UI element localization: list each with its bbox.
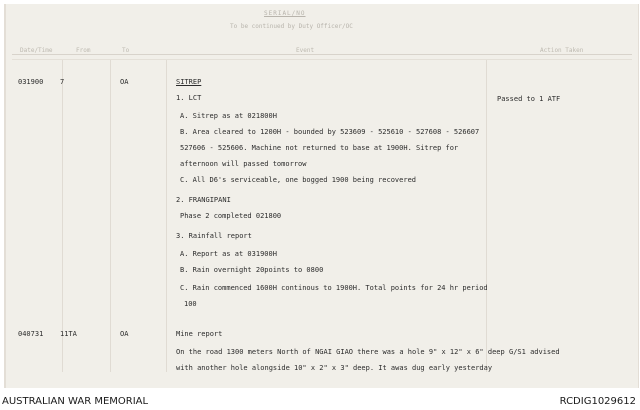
column-header-from: From — [76, 47, 91, 54]
entry-line: afternoon will passed tomorrow — [180, 160, 307, 168]
column-header-to: To — [122, 47, 130, 54]
entry-line: with another hole alongside 10" x 2" x 3" deep. It awas dug early yesterday — [176, 364, 493, 372]
entry-datetime: 031900 — [18, 78, 44, 86]
entry-from: 7 — [60, 78, 65, 86]
column-header-datetime: Date/Time — [20, 47, 53, 54]
page-subheading: To be continued by Duty Officer/OC — [230, 23, 353, 30]
entry-line: 3. Rainfall report — [176, 232, 252, 240]
entry-line: A. Report as at 031900H — [180, 250, 277, 258]
archive-footer — [0, 392, 640, 410]
column-header-action: Action Taken — [540, 47, 584, 54]
entry-to: OA — [120, 330, 129, 338]
entry-line: 2. FRANGIPANI — [176, 196, 231, 204]
entry-line: 527606 - 525606. Machine not returned to base at 1900H. Sitrep for — [180, 144, 459, 152]
document-page — [4, 4, 639, 388]
archive-reference: RCDIG1029612 — [559, 396, 636, 407]
entry-from: 11TA — [60, 330, 77, 338]
entry-line: 1. LCT — [176, 94, 202, 102]
entry-line: C. All D6's serviceable, one bogged 1900 being recovered — [180, 176, 417, 184]
column-header-event: Event — [296, 47, 315, 54]
entry-line: Mine report — [176, 330, 223, 338]
entry-line: 100 — [184, 300, 197, 308]
entry-line: On the road 1300 meters North of NGAI GIAO there was a hole 9" x 12" x 6" deep — [176, 348, 505, 356]
entry-line: B. Area cleared to 1200H - bounded by 523609 - 525610 - 527608 - 526607 — [180, 128, 480, 136]
entry-action: Passed to 1 ATF — [497, 95, 561, 103]
column-divider — [110, 60, 111, 372]
entry-line: SITREP — [176, 78, 202, 86]
header-rule — [12, 54, 632, 55]
archive-name: AUSTRALIAN WAR MEMORIAL — [2, 396, 149, 407]
entry-action: G/S1 advised — [509, 348, 560, 356]
entry-line: B. Rain overnight 20points to 0800 — [180, 266, 324, 274]
entry-to: OA — [120, 78, 129, 86]
header-rule-lower — [12, 59, 632, 60]
entry-datetime: 040731 — [18, 330, 44, 338]
page-heading: SERIAL/NO — [264, 10, 306, 17]
column-divider — [486, 60, 487, 372]
column-divider — [62, 60, 63, 372]
entry-line: A. Sitrep as at 021800H — [180, 112, 277, 120]
entry-line: Phase 2 completed 021800 — [180, 212, 282, 220]
column-divider — [166, 60, 167, 372]
entry-line: C. Rain commenced 1600H continous to 1900H. Total points for 24 hr period — [180, 284, 488, 292]
